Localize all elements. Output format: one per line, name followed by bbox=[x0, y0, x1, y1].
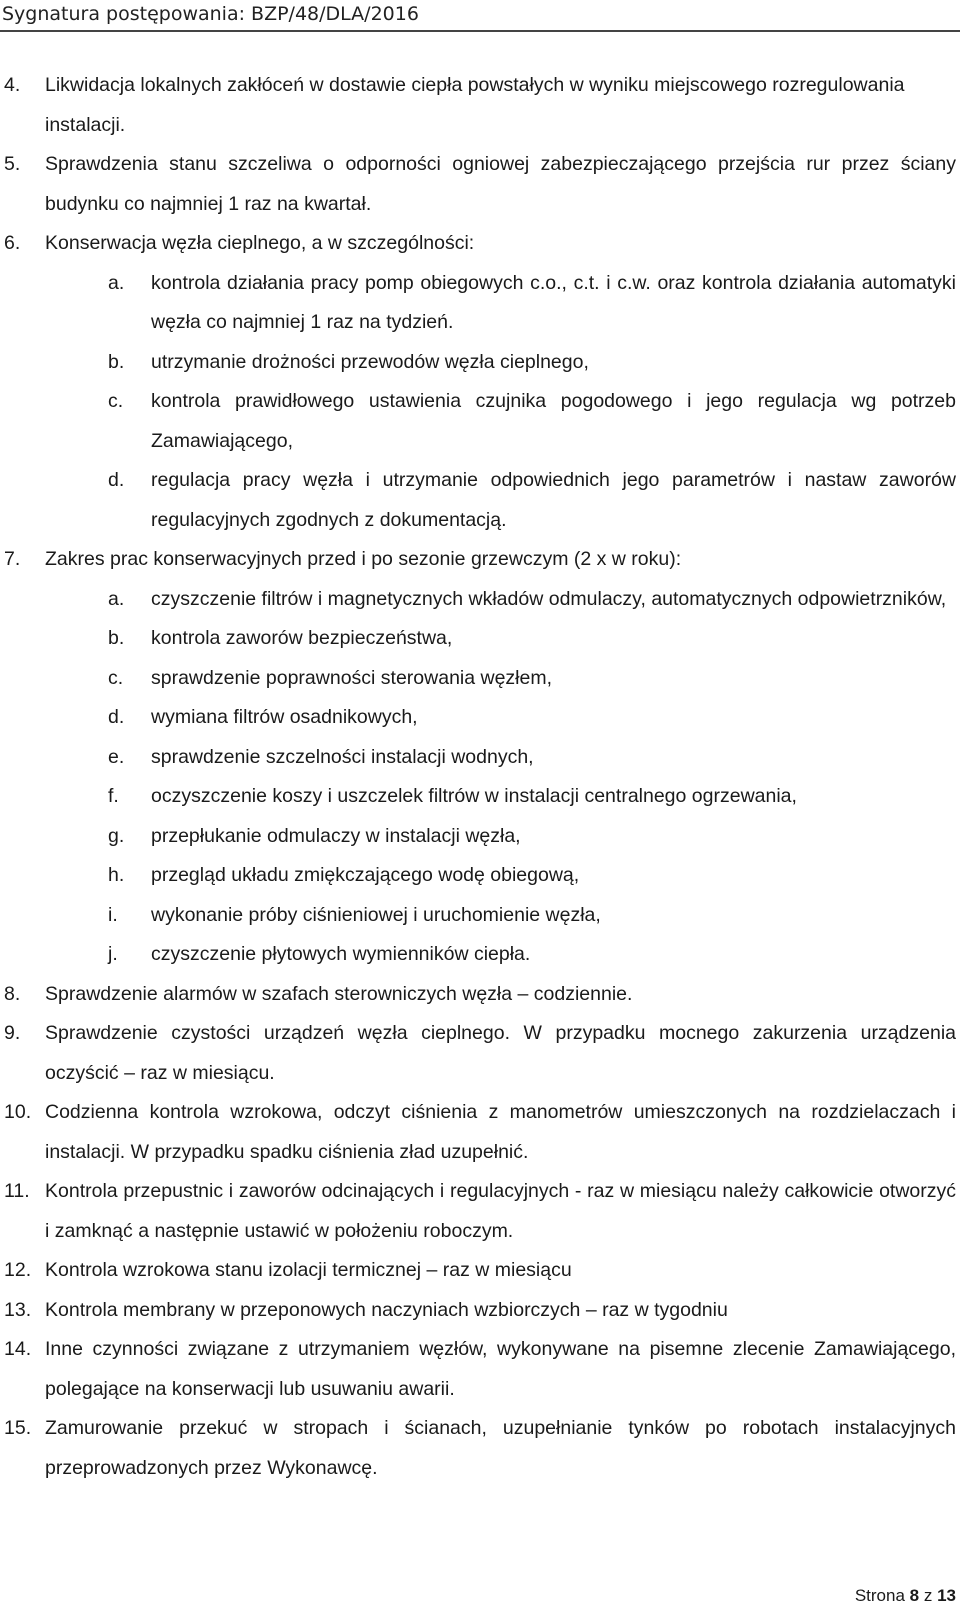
list-item-4 bbox=[0, 66, 960, 145]
item-text: Kontrola przepustnic i zaworów odcinających i regulacyjnych - raz w miesiącu należy całkowicie otworzyć i zamknąć a następnie ustawić w położeniu roboczym. bbox=[45, 1180, 956, 1242]
list-item-5 bbox=[0, 145, 960, 224]
sub-item-6d bbox=[0, 461, 960, 540]
item-text: Sprawdzenie czystości urządzeń węzła cieplnego. W przypadku mocnego zakurzenia urządzenia oczyścić – raz w miesiącu. bbox=[45, 1022, 956, 1084]
item-number: 5. bbox=[4, 153, 21, 175]
item-letter: i. bbox=[108, 903, 118, 926]
list-item-7 bbox=[0, 540, 960, 580]
item-letter: c. bbox=[108, 390, 124, 412]
item-letter: a. bbox=[108, 271, 125, 294]
sub-item-7a bbox=[0, 580, 960, 620]
sub-item-7i bbox=[0, 896, 960, 936]
item-number: 11. bbox=[4, 1180, 30, 1202]
item-text: Konserwacja węzła cieplnego, a w szczególności: bbox=[45, 232, 475, 254]
item-letter: d. bbox=[108, 469, 125, 491]
sub-item-7b bbox=[0, 619, 960, 659]
item-text: Zamurowanie przekuć w stropach i ścianach, uzupełnianie tynków po robotach instalacyjnych przeprowadzonych przez Wykonawcę. bbox=[45, 1417, 956, 1479]
item-number: 13. bbox=[4, 1298, 32, 1321]
sub-item-7j bbox=[0, 935, 960, 975]
item-text: Likwidacja lokalnych zakłóceń w dostawie ciepła powstałych w wyniku miejscowego rozregulowania instalacji. bbox=[45, 74, 905, 136]
sub-item-7f bbox=[0, 777, 960, 817]
item-letter: a. bbox=[108, 587, 125, 610]
item-number: 10. bbox=[4, 1101, 32, 1123]
sub-item-7c bbox=[0, 659, 960, 699]
page-of: z bbox=[923, 1586, 933, 1605]
item-text: Kontrola membrany w przeponowych naczyniach wzbiorczych – raz w tygodniu bbox=[45, 1298, 728, 1321]
list-item-8 bbox=[0, 975, 960, 1015]
item-letter: f. bbox=[108, 785, 119, 807]
item-number: 12. bbox=[4, 1259, 32, 1281]
sub-item-6a bbox=[0, 264, 960, 343]
item-letter: j. bbox=[108, 943, 118, 965]
sub-item-7g bbox=[0, 817, 960, 857]
list-item-14 bbox=[0, 1330, 960, 1409]
item-text: oczyszczenie koszy i uszczelek filtrów w instalacji centralnego ogrzewania, bbox=[151, 785, 797, 807]
item-text: czyszczenie filtrów i magnetycznych wkładów odmulaczy, automatycznych odpowietrzników, bbox=[151, 587, 947, 610]
item-text: Codzienna kontrola wzrokowa, odczyt ciśnienia z manometrów umieszczonych na rozdzielaczach i instalacji. W przypadku spadku ciśnienia zład uzupełnić. bbox=[45, 1101, 956, 1163]
sub-item-7d bbox=[0, 698, 960, 738]
header-divider bbox=[0, 30, 960, 32]
item-letter: g. bbox=[108, 824, 125, 847]
item-text: regulacja pracy węzła i utrzymanie odpowiednich jego parametrów i nastaw zaworów regulacyjnych zgodnych z dokumentacją. bbox=[151, 469, 956, 531]
document-body bbox=[0, 66, 960, 1488]
item-text: wykonanie próby ciśnieniowej i uruchomienie węzła, bbox=[151, 903, 601, 926]
item-text: Sprawdzenie alarmów w szafach sterowniczych węzła – codziennie. bbox=[45, 982, 633, 1005]
sub-item-6c bbox=[0, 382, 960, 461]
item-text: wymiana filtrów osadnikowych, bbox=[151, 706, 418, 728]
item-letter: d. bbox=[108, 706, 125, 728]
list-item-10 bbox=[0, 1093, 960, 1172]
item-number: 14. bbox=[4, 1338, 32, 1360]
item-text: kontrola działania pracy pomp obiegowych c.o., c.t. i c.w. oraz kontrola działania automatyki węzła co najmniej 1 raz na tydzień. bbox=[151, 271, 956, 333]
list-item-13 bbox=[0, 1291, 960, 1331]
item-text: kontrola prawidłowego ustawienia czujnika pogodowego i jego regulacja wg potrzeb Zamawiającego, bbox=[151, 390, 956, 452]
item-text: przegląd układu zmiękczającego wodę obiegową, bbox=[151, 864, 580, 886]
item-number: 7. bbox=[4, 548, 21, 570]
item-text: czyszczenie płytowych wymienników ciepła. bbox=[151, 943, 531, 965]
item-letter: b. bbox=[108, 350, 125, 373]
page-footer bbox=[855, 1585, 956, 1607]
sub-item-7h bbox=[0, 856, 960, 896]
item-number: 4. bbox=[4, 74, 21, 96]
list-item-11 bbox=[0, 1172, 960, 1251]
item-text: utrzymanie drożności przewodów węzła cieplnego, bbox=[151, 350, 589, 373]
item-number: 8. bbox=[4, 982, 21, 1005]
list-item-12 bbox=[0, 1251, 960, 1291]
item-text: Zakres prac konserwacyjnych przed i po sezonie grzewczym (2 x w roku): bbox=[45, 548, 682, 570]
sub-item-7e bbox=[0, 738, 960, 778]
item-text: Inne czynności związane z utrzymaniem węzłów, wykonywane na pisemne zlecenie Zamawiającego, polegające na konserwacji lub usuwaniu awarii. bbox=[45, 1338, 956, 1400]
list-item-9 bbox=[0, 1014, 960, 1093]
item-text: przepłukanie odmulaczy w instalacji węzła, bbox=[151, 824, 521, 847]
list-item-15 bbox=[0, 1409, 960, 1488]
page-total: 13 bbox=[937, 1586, 956, 1605]
item-number: 6. bbox=[4, 232, 21, 254]
item-number: 15. bbox=[4, 1417, 32, 1439]
document-header: Sygnatura postępowania: BZP/48/DLA/2016 bbox=[2, 3, 419, 25]
page-label: Strona bbox=[854, 1586, 905, 1605]
item-text: sprawdzenie poprawności sterowania węzłem, bbox=[151, 666, 553, 689]
sub-item-6b bbox=[0, 343, 960, 383]
item-number: 9. bbox=[4, 1022, 21, 1044]
page-number: 8 bbox=[909, 1586, 920, 1605]
item-letter: e. bbox=[108, 745, 125, 768]
item-letter: c. bbox=[108, 666, 124, 689]
item-text: sprawdzenie szczelności instalacji wodnych, bbox=[151, 745, 534, 768]
item-letter: b. bbox=[108, 627, 125, 649]
item-text: kontrola zaworów bezpieczeństwa, bbox=[151, 627, 453, 649]
item-text: Kontrola wzrokowa stanu izolacji termicznej – raz w miesiącu bbox=[45, 1259, 572, 1281]
item-text: Sprawdzenia stanu szczeliwa o odporności ogniowej zabezpieczającego przejścia rur przez ściany budynku co najmniej 1 raz na kwartał. bbox=[45, 153, 956, 215]
item-letter: h. bbox=[108, 864, 125, 886]
list-item-6 bbox=[0, 224, 960, 264]
